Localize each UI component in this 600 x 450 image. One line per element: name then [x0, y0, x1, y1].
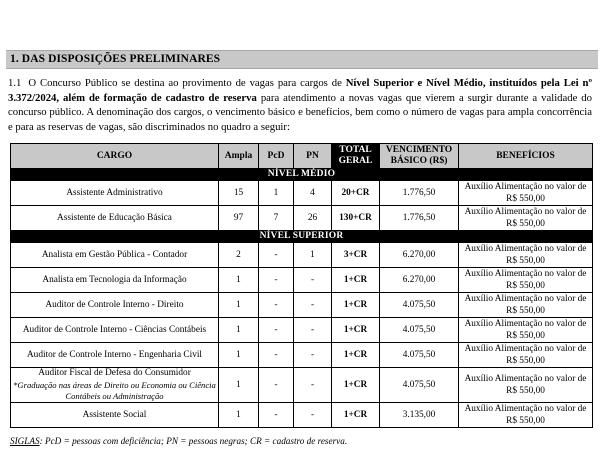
col-header-total-line1: TOTAL: [339, 145, 372, 156]
cargo-name: Analista em Tecnologia da Informação: [42, 275, 187, 286]
siglas-footnote: [10, 435, 600, 447]
cell-vencimento: 3.135,00: [380, 402, 459, 427]
cell-cargo: [11, 243, 219, 268]
cell-cargo: [11, 368, 219, 403]
table-row: [11, 181, 593, 206]
cell-pcd: 7: [259, 206, 294, 231]
cargo-name: Assistente de Educação Básica: [57, 213, 172, 224]
document-page: [0, 50, 600, 450]
cell-total-geral: 1+CR: [332, 293, 380, 318]
cell-vencimento: 4.075,50: [380, 293, 459, 318]
cell-cargo: [11, 402, 219, 427]
cell-ampla: 1: [219, 402, 259, 427]
col-header-cargo: CARGO: [11, 144, 219, 169]
cell-beneficios: Auxílio Alimentação no valor de R$ 550,00: [459, 368, 593, 403]
cell-pn: -: [294, 343, 332, 368]
cell-total-geral: 1+CR: [332, 318, 380, 343]
cell-pn: 26: [294, 206, 332, 231]
table-row: [11, 343, 593, 368]
cell-pcd: -: [259, 343, 294, 368]
cell-pcd: 1: [259, 181, 294, 206]
cell-vencimento: 4.075,50: [380, 318, 459, 343]
cell-ampla: 15: [219, 181, 259, 206]
cargo-name: Analista em Gestão Pública - Contador: [41, 250, 188, 261]
paragraph-text-part2: para atendimento a novas vagas que vierem a surgir durante a validade do concurso público. A denominação dos cargos, o vencimento básico e benefícios, bem como o número de vagas para ampla concorrência e para as reservas de vagas, são discriminados no quadro a seguir:: [8, 91, 592, 133]
cargo-name: Assistente Social: [82, 409, 147, 420]
cell-pn: 1: [294, 243, 332, 268]
col-header-vencimento: [380, 144, 459, 169]
table-header: [11, 144, 593, 169]
cell-pcd: -: [259, 368, 294, 403]
cell-pcd: -: [259, 293, 294, 318]
table-row: [11, 268, 593, 293]
col-header-pn: PN: [294, 144, 332, 169]
section-heading: 1. DAS DISPOSIÇÕES PRELIMINARES: [6, 50, 598, 69]
cell-cargo: [11, 343, 219, 368]
paragraph-1-1: [8, 76, 592, 134]
cell-pn: -: [294, 293, 332, 318]
cell-total-geral: 3+CR: [332, 243, 380, 268]
cell-beneficios: Auxílio Alimentação no valor de R$ 550,00: [459, 293, 593, 318]
cargo-name: Auditor Fiscal de Defesa do Consumidor: [38, 368, 191, 379]
cell-ampla: 1: [219, 293, 259, 318]
cell-pcd: -: [259, 402, 294, 427]
cell-vencimento: 6.270,00: [380, 243, 459, 268]
cell-pn: -: [294, 268, 332, 293]
cell-beneficios: Auxílio Alimentação no valor de R$ 550,00: [459, 268, 593, 293]
cell-total-geral: 20+CR: [332, 181, 380, 206]
col-header-pcd: PcD: [259, 144, 294, 169]
cell-pcd: -: [259, 243, 294, 268]
cell-pn: 4: [294, 181, 332, 206]
table-header-row: [11, 144, 593, 169]
cell-vencimento: 1.776,50: [380, 181, 459, 206]
cell-vencimento: 1.776,50: [380, 206, 459, 231]
table-body: [11, 169, 593, 428]
table-row: [11, 293, 593, 318]
table-row: [11, 206, 593, 231]
cell-beneficios: Auxílio Alimentação no valor de R$ 550,00: [459, 206, 593, 231]
vagas-table-wrapper: [10, 143, 592, 428]
cell-cargo: [11, 181, 219, 206]
cell-ampla: 1: [219, 318, 259, 343]
cell-total-geral: 130+CR: [332, 206, 380, 231]
cell-pn: -: [294, 318, 332, 343]
col-header-total-geral: [332, 144, 380, 169]
table-row: [11, 243, 593, 268]
paragraph-number: 1.1: [8, 77, 22, 89]
cell-pcd: -: [259, 318, 294, 343]
table-row: [11, 318, 593, 343]
cell-beneficios: Auxílio Alimentação no valor de R$ 550,00: [459, 181, 593, 206]
cargo-name: Auditor de Controle Interno - Engenharia Civil: [26, 350, 203, 361]
cell-beneficios: Auxílio Alimentação no valor de R$ 550,00: [459, 402, 593, 427]
cell-ampla: 1: [219, 343, 259, 368]
cell-beneficios: Auxílio Alimentação no valor de R$ 550,00: [459, 343, 593, 368]
table-row: [11, 402, 593, 427]
cell-cargo: [11, 268, 219, 293]
level-section-label: NÍVEL SUPERIOR: [11, 231, 593, 243]
cell-total-geral: 1+CR: [332, 268, 380, 293]
level-section-row: [11, 169, 593, 181]
cargo-requirement-note: *Graduação nas áreas de Direito ou Economia ou Ciência Contábeis ou Administração: [13, 379, 216, 401]
siglas-label: SIGLAS: [10, 435, 40, 446]
cell-vencimento: 4.075,50: [380, 368, 459, 403]
level-section-row: [11, 231, 593, 243]
col-header-ampla: Ampla: [219, 144, 259, 169]
cargo-name: Auditor de Controle Interno - Ciências Contábeis: [22, 325, 207, 336]
cell-pn: -: [294, 402, 332, 427]
cell-cargo: [11, 318, 219, 343]
col-header-venc-line1: VENCIMENTO: [385, 145, 453, 156]
cell-vencimento: 6.270,00: [380, 268, 459, 293]
cell-vencimento: 4.075,50: [380, 343, 459, 368]
cell-pn: -: [294, 368, 332, 403]
vagas-table: [10, 143, 593, 428]
cell-total-geral: 1+CR: [332, 343, 380, 368]
cargo-name: Assistente Administrativo: [66, 188, 163, 199]
paragraph-text-part1: O Concurso Público se destina ao provimento de vagas para cargos de: [28, 77, 346, 89]
table-row: [11, 368, 593, 403]
level-section-label: NÍVEL MÉDIO: [11, 169, 593, 181]
cell-beneficios: Auxílio Alimentação no valor de R$ 550,00: [459, 318, 593, 343]
cell-pcd: -: [259, 268, 294, 293]
cell-ampla: 1: [219, 268, 259, 293]
col-header-beneficios: BENEFÍCIOS: [459, 144, 593, 169]
cell-beneficios: Auxílio Alimentação no valor de R$ 550,00: [459, 243, 593, 268]
cell-ampla: 1: [219, 368, 259, 403]
col-header-total-line2: GERAL: [338, 156, 373, 167]
cargo-name: Auditor de Controle Interno - Direito: [45, 300, 184, 311]
cell-cargo: [11, 206, 219, 231]
cell-total-geral: 1+CR: [332, 368, 380, 403]
col-header-venc-line2: BÁSICO (R$): [390, 156, 448, 167]
cell-total-geral: 1+CR: [332, 402, 380, 427]
paragraph-bold-clause: Nível Superior e Nível Médio, instituídos pela Lei nº 3.372/2024, além de formação de cadastro de reserva: [8, 77, 592, 104]
siglas-text: : PcD = pessoas com deficiência; PN = pessoas negras; CR = cadastro de reserva.: [39, 435, 348, 446]
cell-ampla: 2: [219, 243, 259, 268]
cell-ampla: 97: [219, 206, 259, 231]
cell-cargo: [11, 293, 219, 318]
